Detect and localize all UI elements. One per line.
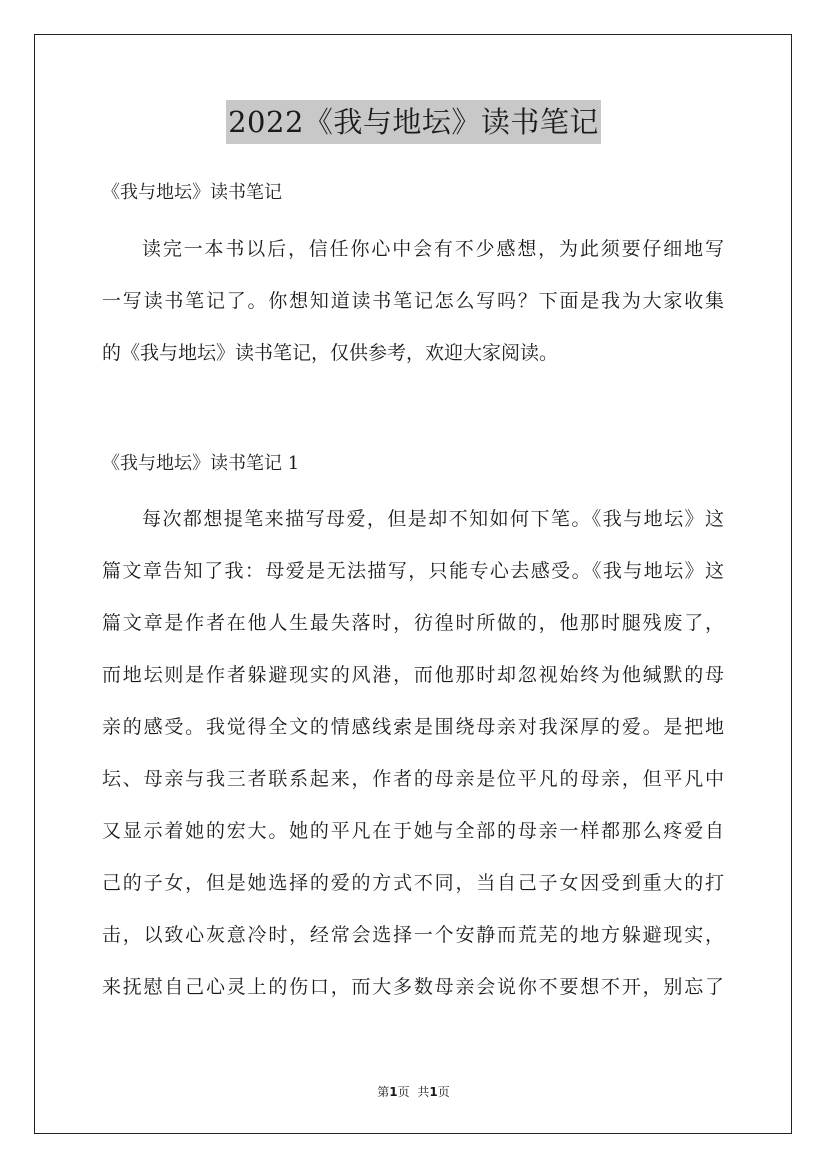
intro-heading: 《我与地坛》读书笔记 [102, 182, 282, 203]
document-title [0, 100, 827, 144]
paragraph-line: 亲的感受。我觉得全文的情感线索是围绕母亲对我深厚的爱。是把地 [102, 716, 724, 738]
footer-page-suffix: 页 [397, 1085, 410, 1099]
document-title-text: 2022《我与地坛》读书笔记 [226, 100, 601, 144]
paragraph-line: 己的子女，但是她选择的爱的方式不同，当自己子女因受到重大的打 [102, 872, 724, 894]
paragraph-line: 读完一本书以后，信任你心中会有不少感想，为此须要仔细地写 [142, 238, 724, 260]
paragraph-line: 篇文章告知了我：母爱是无法描写，只能专心去感受。《我与地坛》这 [102, 560, 724, 582]
paragraph-line: 坛、母亲与我三者联系起来，作者的母亲是位平凡的母亲，但平凡中 [102, 768, 724, 790]
footer-page-number: 1 [389, 1085, 398, 1099]
paragraph-line: 篇文章是作者在他人生最失落时，彷徨时所做的，他那时腿残废了， [102, 612, 724, 634]
paragraph-line: 一写读书笔记了。你想知道读书笔记怎么写吗？下面是我为大家收集 [102, 290, 724, 312]
paragraph-line: 的《我与地坛》读书笔记，仅供参考，欢迎大家阅读。 [102, 342, 559, 364]
paragraph-line: 每次都想提笔来描写母爱，但是却不知如何下笔。《我与地坛》这 [142, 508, 724, 530]
footer-total-suffix: 页 [437, 1085, 450, 1099]
paragraph-line: 又显示着她的宏大。她的平凡在于她与全部的母亲一样都那么疼爱自 [102, 820, 724, 842]
page-footer [0, 1084, 827, 1100]
paragraph-line: 而地坛则是作者躲避现实的风港，而他那时却忽视始终为他缄默的母 [102, 664, 724, 686]
paragraph-line: 击，以致心灰意冷时，经常会选择一个安静而荒芜的地方躲避现实， [102, 924, 724, 946]
paragraph-line: 来抚慰自己心灵上的伤口，而大多数母亲会说你不要想不开，别忘了 [102, 976, 724, 998]
section-heading: 《我与地坛》读书笔记 1 [102, 453, 300, 474]
footer-prefix: 第 [377, 1085, 390, 1099]
footer-total-pages: 1 [429, 1085, 438, 1099]
footer-total-prefix: 共 [417, 1085, 430, 1099]
